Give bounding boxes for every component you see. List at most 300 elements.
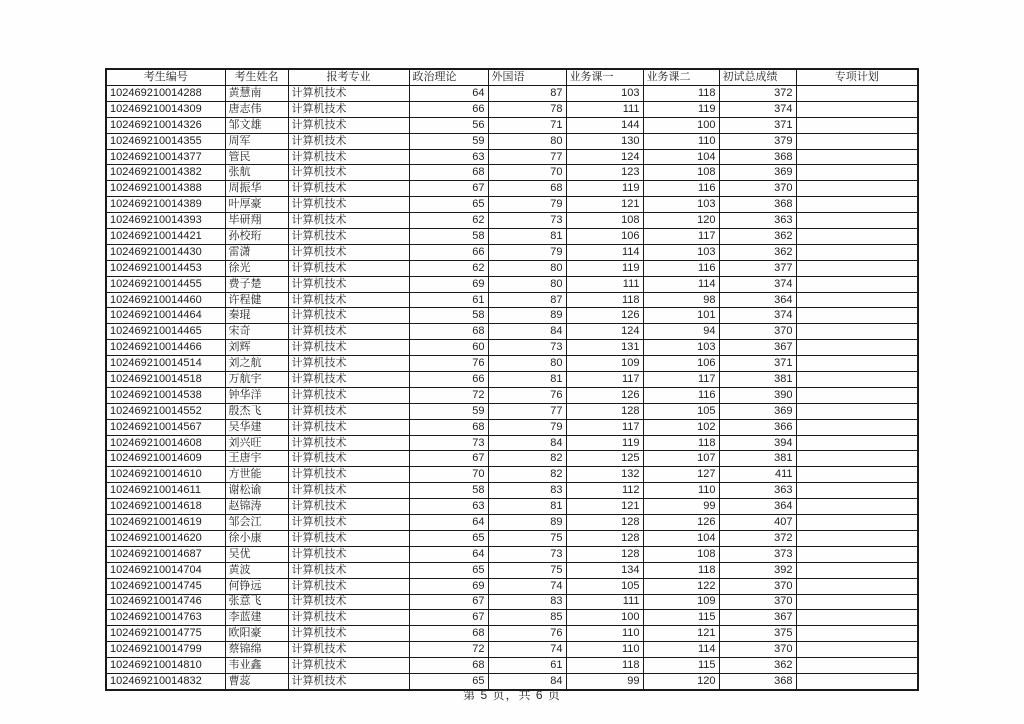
cell-candidate-id: 102469210014518 <box>106 372 225 388</box>
cell-course1-score: 134 <box>566 562 643 578</box>
cell-course1-score: 103 <box>566 86 643 102</box>
cell-course2-score: 94 <box>643 324 719 340</box>
cell-candidate-name: 刘兴旺 <box>225 435 288 451</box>
cell-major: 计算机技术 <box>288 86 409 102</box>
cell-total-score: 366 <box>719 419 796 435</box>
col-header-total-score: 初试总成绩 <box>719 69 796 86</box>
cell-course2-score: 104 <box>643 149 719 165</box>
cell-total-score: 374 <box>719 276 796 292</box>
cell-special-plan <box>796 101 918 117</box>
cell-course1-score: 110 <box>566 626 643 642</box>
cell-candidate-id: 102469210014763 <box>106 610 225 626</box>
table-row <box>106 276 918 292</box>
cell-major: 计算机技术 <box>288 403 409 419</box>
cell-course1-score: 132 <box>566 467 643 483</box>
cell-special-plan <box>796 324 918 340</box>
cell-candidate-name: 许程健 <box>225 292 288 308</box>
cell-foreign-language-score: 75 <box>488 562 566 578</box>
cell-major: 计算机技术 <box>288 673 409 689</box>
cell-major: 计算机技术 <box>288 213 409 229</box>
cell-course1-score: 112 <box>566 483 643 499</box>
cell-special-plan <box>796 562 918 578</box>
cell-total-score: 367 <box>719 610 796 626</box>
cell-course1-score: 125 <box>566 451 643 467</box>
cell-course2-score: 117 <box>643 372 719 388</box>
table-row <box>106 149 918 165</box>
cell-major: 计算机技术 <box>288 467 409 483</box>
cell-total-score: 390 <box>719 387 796 403</box>
cell-candidate-name: 刘辉 <box>225 340 288 356</box>
cell-politics-score: 72 <box>409 642 488 658</box>
cell-special-plan <box>796 340 918 356</box>
cell-major: 计算机技术 <box>288 578 409 594</box>
cell-course1-score: 128 <box>566 403 643 419</box>
cell-course2-score: 102 <box>643 419 719 435</box>
cell-course2-score: 118 <box>643 86 719 102</box>
cell-foreign-language-score: 84 <box>488 324 566 340</box>
cell-total-score: 411 <box>719 467 796 483</box>
cell-special-plan <box>796 244 918 260</box>
cell-major: 计算机技术 <box>288 372 409 388</box>
cell-course1-score: 114 <box>566 244 643 260</box>
table-row <box>106 467 918 483</box>
cell-special-plan <box>796 419 918 435</box>
cell-candidate-id: 102469210014453 <box>106 260 225 276</box>
cell-candidate-name: 韦业鑫 <box>225 658 288 674</box>
cell-total-score: 362 <box>719 658 796 674</box>
cell-total-score: 370 <box>719 594 796 610</box>
cell-total-score: 371 <box>719 117 796 133</box>
cell-special-plan <box>796 594 918 610</box>
cell-politics-score: 61 <box>409 292 488 308</box>
cell-politics-score: 67 <box>409 451 488 467</box>
cell-politics-score: 60 <box>409 340 488 356</box>
cell-course1-score: 130 <box>566 133 643 149</box>
table-row <box>106 292 918 308</box>
table-row <box>106 356 918 372</box>
cell-course2-score: 120 <box>643 673 719 689</box>
cell-course1-score: 124 <box>566 324 643 340</box>
cell-course1-score: 131 <box>566 340 643 356</box>
cell-total-score: 381 <box>719 372 796 388</box>
cell-politics-score: 69 <box>409 578 488 594</box>
cell-course1-score: 119 <box>566 435 643 451</box>
cell-candidate-name: 万航宇 <box>225 372 288 388</box>
cell-special-plan <box>796 403 918 419</box>
cell-course2-score: 114 <box>643 276 719 292</box>
cell-course2-score: 107 <box>643 451 719 467</box>
table-row <box>106 181 918 197</box>
cell-candidate-name: 宋奇 <box>225 324 288 340</box>
cell-special-plan <box>796 578 918 594</box>
cell-special-plan <box>796 642 918 658</box>
cell-major: 计算机技术 <box>288 594 409 610</box>
cell-major: 计算机技术 <box>288 181 409 197</box>
cell-candidate-id: 102469210014687 <box>106 546 225 562</box>
cell-candidate-name: 谢松谕 <box>225 483 288 499</box>
cell-course1-score: 118 <box>566 292 643 308</box>
cell-candidate-id: 102469210014608 <box>106 435 225 451</box>
table-row <box>106 530 918 546</box>
cell-candidate-id: 102469210014382 <box>106 165 225 181</box>
cell-special-plan <box>796 530 918 546</box>
cell-major: 计算机技术 <box>288 260 409 276</box>
cell-candidate-id: 102469210014704 <box>106 562 225 578</box>
table-row <box>106 435 918 451</box>
cell-course2-score: 101 <box>643 308 719 324</box>
cell-candidate-name: 张意飞 <box>225 594 288 610</box>
cell-special-plan <box>796 276 918 292</box>
cell-politics-score: 64 <box>409 515 488 531</box>
table-header-row <box>106 69 918 86</box>
cell-total-score: 371 <box>719 356 796 372</box>
cell-candidate-name: 黄慧南 <box>225 86 288 102</box>
cell-politics-score: 68 <box>409 165 488 181</box>
cell-candidate-name: 方世能 <box>225 467 288 483</box>
cell-major: 计算机技术 <box>288 562 409 578</box>
cell-major: 计算机技术 <box>288 133 409 149</box>
cell-politics-score: 64 <box>409 86 488 102</box>
cell-special-plan <box>796 260 918 276</box>
cell-special-plan <box>796 229 918 245</box>
cell-candidate-name: 张航 <box>225 165 288 181</box>
cell-candidate-id: 102469210014421 <box>106 229 225 245</box>
table-row <box>106 324 918 340</box>
cell-special-plan <box>796 451 918 467</box>
table-row <box>106 117 918 133</box>
cell-special-plan <box>796 499 918 515</box>
cell-major: 计算机技术 <box>288 642 409 658</box>
cell-course1-score: 117 <box>566 372 643 388</box>
table-row <box>106 419 918 435</box>
cell-special-plan <box>796 356 918 372</box>
table-row <box>106 260 918 276</box>
table-row <box>106 372 918 388</box>
cell-candidate-name: 周军 <box>225 133 288 149</box>
cell-course1-score: 100 <box>566 610 643 626</box>
cell-major: 计算机技术 <box>288 546 409 562</box>
score-table <box>105 68 919 691</box>
cell-candidate-name: 管民 <box>225 149 288 165</box>
cell-foreign-language-score: 61 <box>488 658 566 674</box>
cell-foreign-language-score: 80 <box>488 356 566 372</box>
cell-politics-score: 64 <box>409 546 488 562</box>
cell-major: 计算机技术 <box>288 515 409 531</box>
cell-course1-score: 121 <box>566 499 643 515</box>
cell-major: 计算机技术 <box>288 276 409 292</box>
cell-course2-score: 117 <box>643 229 719 245</box>
col-header-major: 报考专业 <box>288 69 409 86</box>
cell-course2-score: 109 <box>643 594 719 610</box>
col-header-special-plan: 专项计划 <box>796 69 918 86</box>
cell-candidate-name: 刘之航 <box>225 356 288 372</box>
cell-candidate-id: 102469210014460 <box>106 292 225 308</box>
cell-course1-score: 109 <box>566 356 643 372</box>
cell-course1-score: 119 <box>566 181 643 197</box>
cell-total-score: 372 <box>719 530 796 546</box>
table-row <box>106 244 918 260</box>
cell-foreign-language-score: 82 <box>488 467 566 483</box>
cell-course2-score: 104 <box>643 530 719 546</box>
cell-course2-score: 105 <box>643 403 719 419</box>
table-row <box>106 229 918 245</box>
cell-course1-score: 128 <box>566 530 643 546</box>
cell-major: 计算机技术 <box>288 308 409 324</box>
cell-course2-score: 106 <box>643 356 719 372</box>
cell-total-score: 369 <box>719 165 796 181</box>
cell-candidate-name: 叶厚豪 <box>225 197 288 213</box>
cell-course2-score: 115 <box>643 658 719 674</box>
cell-foreign-language-score: 73 <box>488 546 566 562</box>
cell-candidate-name: 赵锦涛 <box>225 499 288 515</box>
cell-total-score: 381 <box>719 451 796 467</box>
cell-course2-score: 110 <box>643 133 719 149</box>
cell-course2-score: 108 <box>643 546 719 562</box>
cell-foreign-language-score: 80 <box>488 276 566 292</box>
col-header-course2: 业务课二 <box>643 69 719 86</box>
cell-politics-score: 68 <box>409 324 488 340</box>
cell-foreign-language-score: 68 <box>488 181 566 197</box>
cell-course1-score: 111 <box>566 594 643 610</box>
cell-politics-score: 63 <box>409 499 488 515</box>
cell-foreign-language-score: 83 <box>488 483 566 499</box>
cell-candidate-id: 102469210014567 <box>106 419 225 435</box>
cell-total-score: 370 <box>719 578 796 594</box>
cell-candidate-id: 102469210014775 <box>106 626 225 642</box>
cell-special-plan <box>796 372 918 388</box>
cell-foreign-language-score: 73 <box>488 213 566 229</box>
cell-special-plan <box>796 387 918 403</box>
cell-foreign-language-score: 81 <box>488 229 566 245</box>
cell-politics-score: 65 <box>409 562 488 578</box>
cell-politics-score: 65 <box>409 197 488 213</box>
cell-candidate-id: 102469210014377 <box>106 149 225 165</box>
cell-major: 计算机技术 <box>288 244 409 260</box>
cell-special-plan <box>796 308 918 324</box>
cell-course1-score: 111 <box>566 101 643 117</box>
cell-course2-score: 114 <box>643 642 719 658</box>
table-row <box>106 658 918 674</box>
cell-candidate-id: 102469210014388 <box>106 181 225 197</box>
cell-special-plan <box>796 658 918 674</box>
cell-total-score: 392 <box>719 562 796 578</box>
cell-candidate-name: 孙校珩 <box>225 229 288 245</box>
table-row <box>106 642 918 658</box>
table-row <box>106 308 918 324</box>
cell-total-score: 364 <box>719 292 796 308</box>
cell-course2-score: 121 <box>643 626 719 642</box>
cell-candidate-name: 欧阳豪 <box>225 626 288 642</box>
cell-special-plan <box>796 149 918 165</box>
cell-politics-score: 66 <box>409 101 488 117</box>
cell-candidate-name: 邹文雄 <box>225 117 288 133</box>
cell-candidate-name: 何铮远 <box>225 578 288 594</box>
cell-special-plan <box>796 133 918 149</box>
cell-total-score: 368 <box>719 197 796 213</box>
cell-course1-score: 144 <box>566 117 643 133</box>
cell-candidate-id: 102469210014355 <box>106 133 225 149</box>
cell-candidate-id: 102469210014745 <box>106 578 225 594</box>
cell-course1-score: 119 <box>566 260 643 276</box>
cell-candidate-id: 102469210014832 <box>106 673 225 689</box>
cell-special-plan <box>796 213 918 229</box>
cell-major: 计算机技术 <box>288 610 409 626</box>
table-row <box>106 626 918 642</box>
cell-candidate-id: 102469210014430 <box>106 244 225 260</box>
cell-politics-score: 65 <box>409 673 488 689</box>
cell-candidate-id: 102469210014610 <box>106 467 225 483</box>
cell-politics-score: 63 <box>409 149 488 165</box>
cell-course1-score: 124 <box>566 149 643 165</box>
cell-candidate-name: 吴华建 <box>225 419 288 435</box>
cell-course2-score: 103 <box>643 197 719 213</box>
cell-foreign-language-score: 89 <box>488 515 566 531</box>
cell-total-score: 363 <box>719 213 796 229</box>
cell-course2-score: 119 <box>643 101 719 117</box>
cell-politics-score: 67 <box>409 181 488 197</box>
cell-candidate-id: 102469210014810 <box>106 658 225 674</box>
cell-politics-score: 58 <box>409 308 488 324</box>
cell-total-score: 369 <box>719 403 796 419</box>
cell-course1-score: 117 <box>566 419 643 435</box>
cell-politics-score: 66 <box>409 372 488 388</box>
table-row <box>106 101 918 117</box>
cell-foreign-language-score: 76 <box>488 626 566 642</box>
cell-major: 计算机技术 <box>288 499 409 515</box>
cell-course2-score: 98 <box>643 292 719 308</box>
cell-course1-score: 123 <box>566 165 643 181</box>
cell-course2-score: 116 <box>643 387 719 403</box>
cell-major: 计算机技术 <box>288 149 409 165</box>
cell-foreign-language-score: 85 <box>488 610 566 626</box>
cell-special-plan <box>796 86 918 102</box>
cell-politics-score: 73 <box>409 435 488 451</box>
cell-politics-score: 59 <box>409 133 488 149</box>
cell-candidate-name: 邹会江 <box>225 515 288 531</box>
table-row <box>106 340 918 356</box>
cell-candidate-name: 雷潇 <box>225 244 288 260</box>
cell-course1-score: 106 <box>566 229 643 245</box>
cell-politics-score: 62 <box>409 260 488 276</box>
col-header-candidate-name: 考生姓名 <box>225 69 288 86</box>
cell-candidate-name: 曹蕊 <box>225 673 288 689</box>
cell-foreign-language-score: 74 <box>488 578 566 594</box>
cell-candidate-id: 102469210014466 <box>106 340 225 356</box>
table-row <box>106 133 918 149</box>
cell-major: 计算机技术 <box>288 340 409 356</box>
cell-foreign-language-score: 79 <box>488 419 566 435</box>
cell-major: 计算机技术 <box>288 483 409 499</box>
cell-foreign-language-score: 77 <box>488 149 566 165</box>
cell-candidate-id: 102469210014618 <box>106 499 225 515</box>
table-row <box>106 403 918 419</box>
cell-course2-score: 120 <box>643 213 719 229</box>
cell-total-score: 374 <box>719 308 796 324</box>
cell-course2-score: 103 <box>643 244 719 260</box>
cell-course1-score: 121 <box>566 197 643 213</box>
cell-course2-score: 99 <box>643 499 719 515</box>
cell-course1-score: 108 <box>566 213 643 229</box>
cell-politics-score: 67 <box>409 594 488 610</box>
cell-candidate-id: 102469210014326 <box>106 117 225 133</box>
table-row <box>106 387 918 403</box>
cell-major: 计算机技术 <box>288 435 409 451</box>
cell-major: 计算机技术 <box>288 387 409 403</box>
cell-total-score: 379 <box>719 133 796 149</box>
cell-major: 计算机技术 <box>288 197 409 213</box>
col-header-politics: 政治理论 <box>409 69 488 86</box>
cell-special-plan <box>796 467 918 483</box>
cell-special-plan <box>796 117 918 133</box>
cell-foreign-language-score: 77 <box>488 403 566 419</box>
cell-course2-score: 118 <box>643 435 719 451</box>
cell-politics-score: 67 <box>409 610 488 626</box>
cell-politics-score: 58 <box>409 483 488 499</box>
cell-special-plan <box>796 483 918 499</box>
cell-major: 计算机技术 <box>288 530 409 546</box>
table-row <box>106 562 918 578</box>
cell-course2-score: 116 <box>643 260 719 276</box>
cell-candidate-id: 102469210014620 <box>106 530 225 546</box>
cell-foreign-language-score: 83 <box>488 594 566 610</box>
cell-total-score: 370 <box>719 181 796 197</box>
cell-foreign-language-score: 80 <box>488 133 566 149</box>
cell-politics-score: 56 <box>409 117 488 133</box>
cell-politics-score: 70 <box>409 467 488 483</box>
cell-politics-score: 65 <box>409 530 488 546</box>
cell-foreign-language-score: 71 <box>488 117 566 133</box>
cell-total-score: 375 <box>719 626 796 642</box>
cell-candidate-id: 102469210014514 <box>106 356 225 372</box>
page-footer: 第 5 页，共 6 页 <box>463 688 561 702</box>
table-row <box>106 578 918 594</box>
table-row <box>106 546 918 562</box>
cell-candidate-id: 102469210014464 <box>106 308 225 324</box>
cell-course1-score: 128 <box>566 515 643 531</box>
cell-course2-score: 116 <box>643 181 719 197</box>
table-row <box>106 483 918 499</box>
cell-candidate-id: 102469210014619 <box>106 515 225 531</box>
cell-foreign-language-score: 75 <box>488 530 566 546</box>
cell-candidate-name: 徐小康 <box>225 530 288 546</box>
cell-foreign-language-score: 87 <box>488 86 566 102</box>
cell-total-score: 377 <box>719 260 796 276</box>
cell-foreign-language-score: 74 <box>488 642 566 658</box>
cell-candidate-name: 秦琨 <box>225 308 288 324</box>
cell-major: 计算机技术 <box>288 658 409 674</box>
cell-total-score: 372 <box>719 86 796 102</box>
cell-candidate-name: 费子楚 <box>225 276 288 292</box>
table-row <box>106 86 918 102</box>
cell-foreign-language-score: 79 <box>488 197 566 213</box>
cell-course2-score: 115 <box>643 610 719 626</box>
cell-special-plan <box>796 610 918 626</box>
cell-special-plan <box>796 181 918 197</box>
cell-course1-score: 99 <box>566 673 643 689</box>
cell-special-plan <box>796 435 918 451</box>
cell-foreign-language-score: 81 <box>488 372 566 388</box>
cell-total-score: 367 <box>719 340 796 356</box>
cell-total-score: 370 <box>719 642 796 658</box>
table-row <box>106 594 918 610</box>
cell-politics-score: 76 <box>409 356 488 372</box>
cell-foreign-language-score: 78 <box>488 101 566 117</box>
cell-politics-score: 68 <box>409 419 488 435</box>
cell-politics-score: 58 <box>409 229 488 245</box>
cell-candidate-name: 殷杰飞 <box>225 403 288 419</box>
cell-special-plan <box>796 546 918 562</box>
cell-total-score: 368 <box>719 673 796 689</box>
